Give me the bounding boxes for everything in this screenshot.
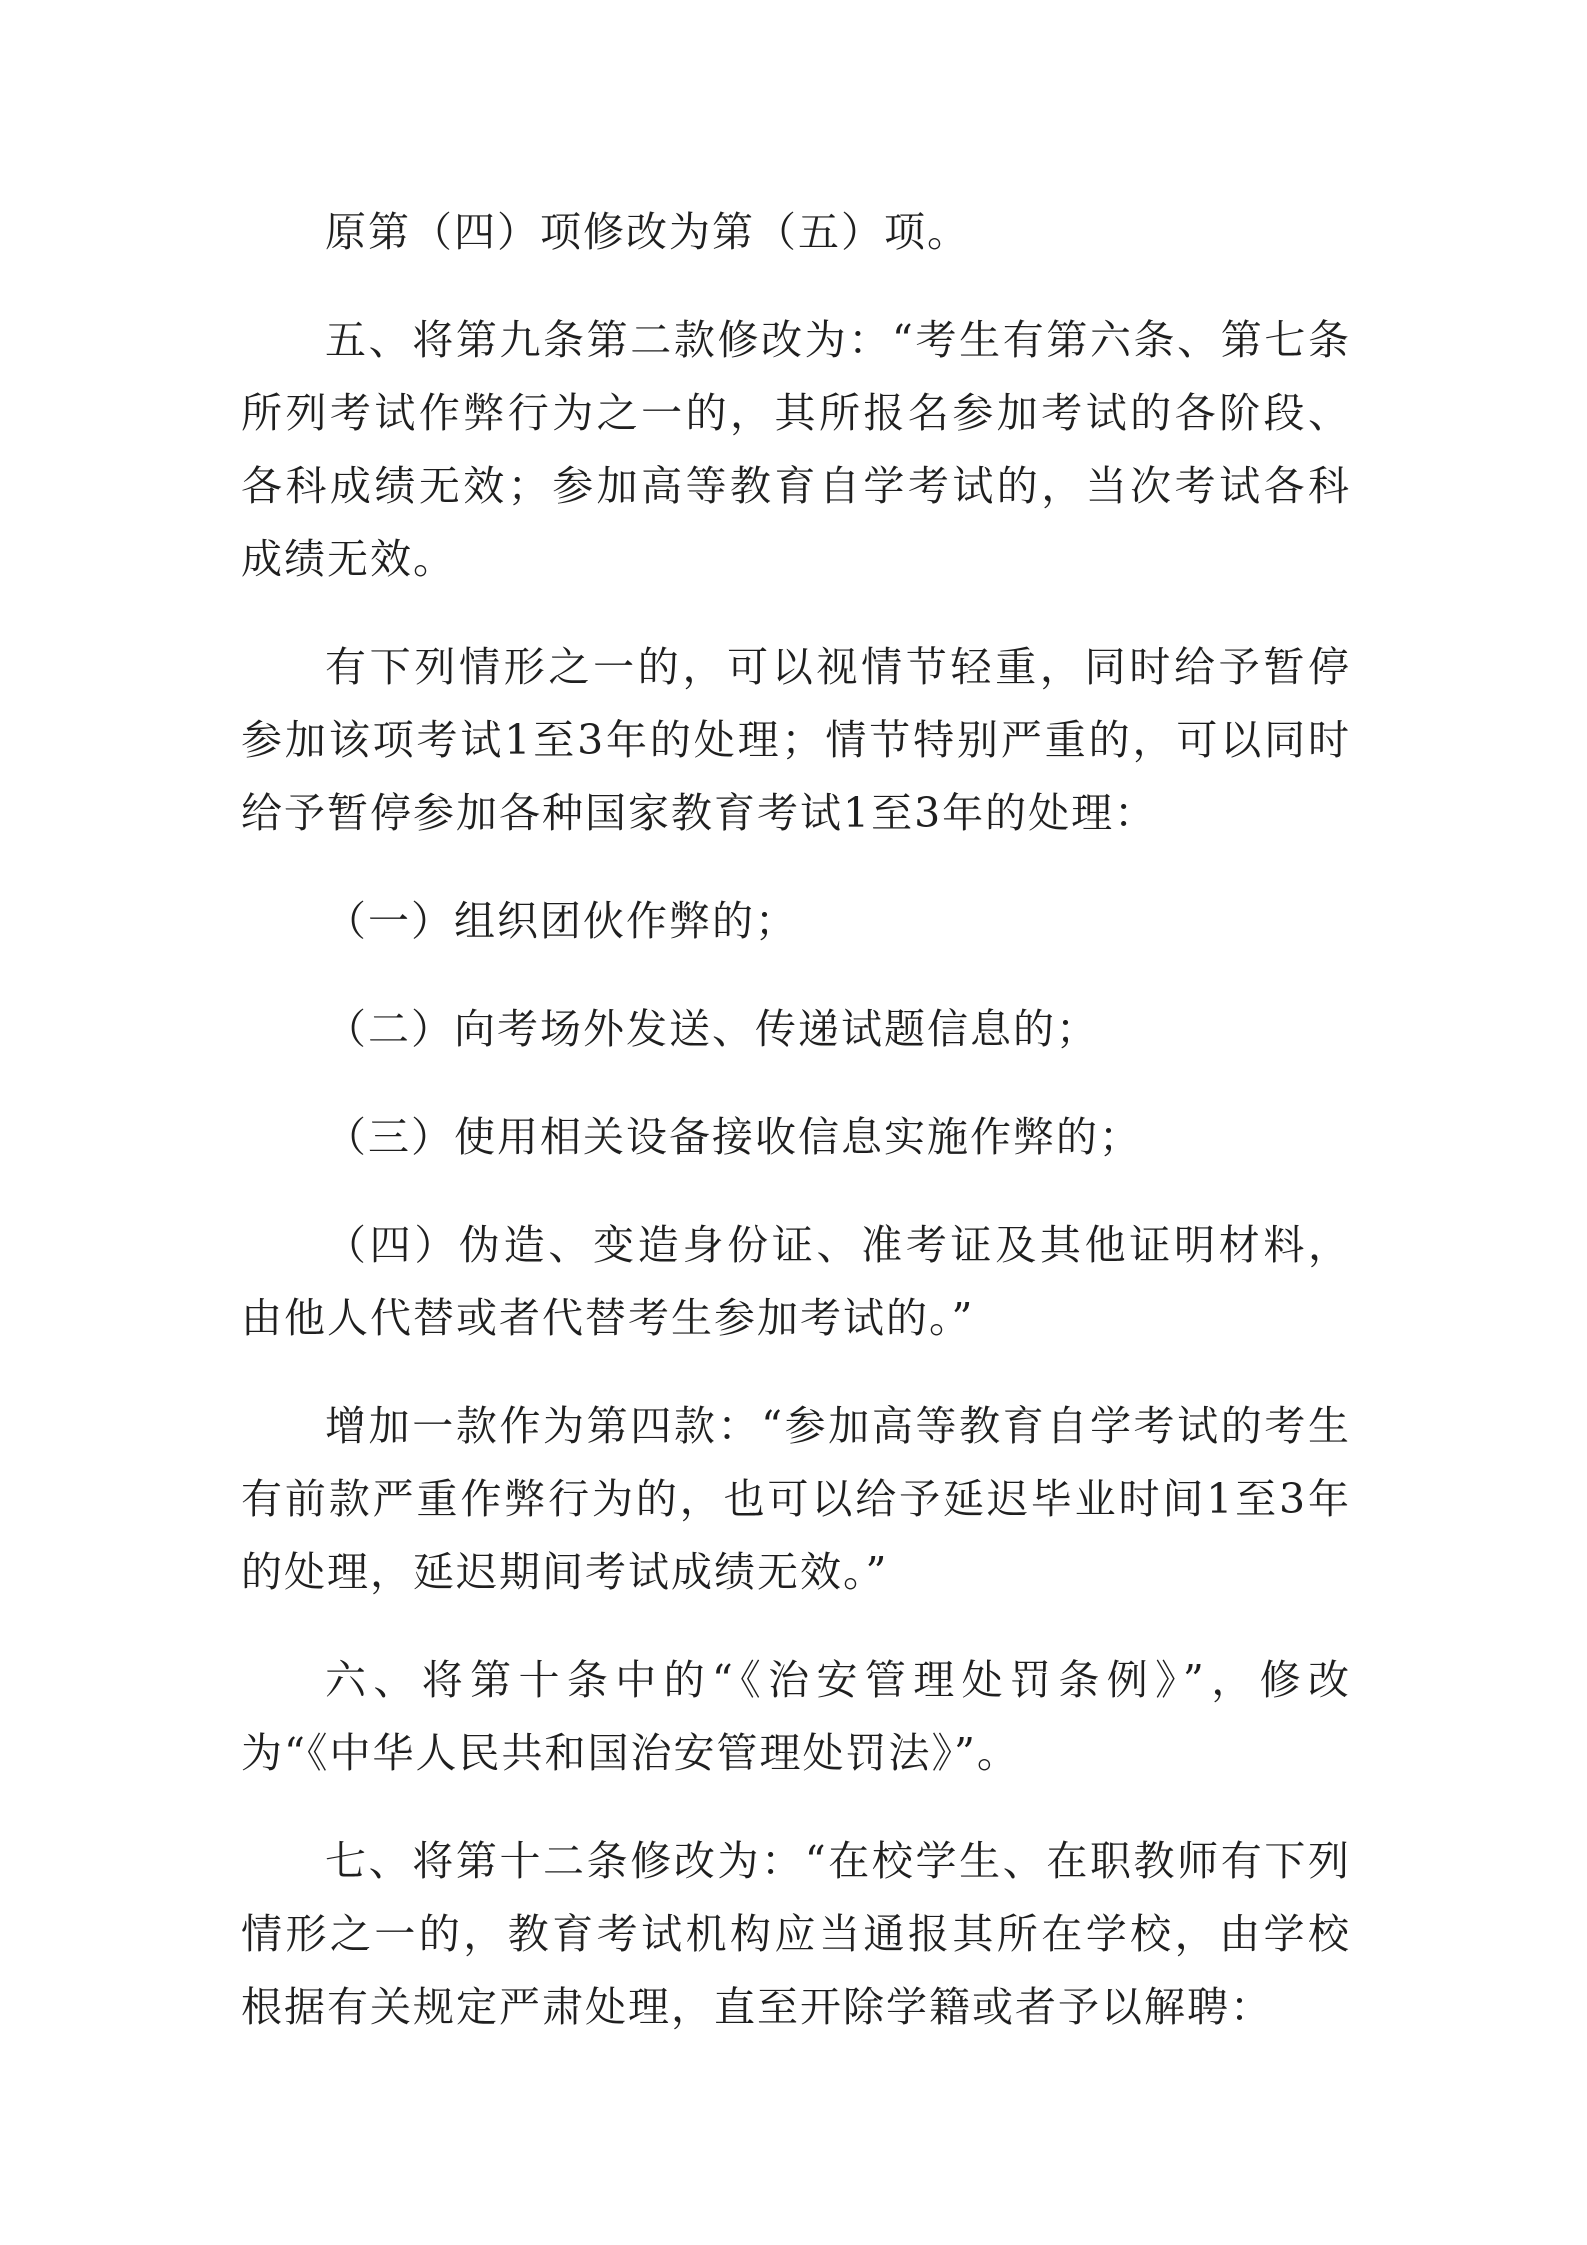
paragraph-amendment-five: 五、将第九条第二款修改为：“考生有第六条、第七条所列考试作弊行为之一的，其所报名参加考试的各阶段、各科成绩无效；参加高等教育自学考试的，当次考试各科成绩无效。: [241, 316, 1351, 583]
paragraph-amendment-seven: 七、将第十二条修改为：“在校学生、在职教师有下列情形之一的，教育考试机构应当通报其所在学校，由学校根据有关规定严肃处理，直至开除学籍或者予以解聘：: [241, 1837, 1351, 2031]
paragraph-suspension-conditions: 有下列情形之一的，可以视情节轻重，同时给予暂停参加该项考试1至3年的处理；情节特别严重的，可以同时给予暂停参加各种国家教育考试1至3年的处理：: [241, 643, 1351, 837]
list-item-sending-questions: （二）向考场外发送、传递试题信息的；: [325, 1005, 1099, 1053]
document-page: [241, 196, 1351, 2079]
paragraph-amendment-six: 六、将第十条中的“《治安管理处罚条例》”，修改为“《中华人民共和国治安管理处罚法》”。: [241, 1656, 1351, 1777]
list-item-forged-documents: （四）伪造、变造身份证、准考证及其他证明材料，由他人代替或者代替考生参加考试的。”: [241, 1221, 1351, 1342]
list-item-device-cheating: （三）使用相关设备接收信息实施作弊的；: [325, 1113, 1142, 1161]
list-item-organized-cheating: （一）组织团伙作弊的；: [325, 897, 798, 945]
paragraph-original-item-renumber: 原第（四）项修改为第（五）项。: [325, 208, 970, 256]
paragraph-added-fourth-clause: 增加一款作为第四款：“参加高等教育自学考试的考生有前款严重作弊行为的，也可以给予延迟毕业时间1至3年的处理，延迟期间考试成绩无效。”: [241, 1402, 1351, 1596]
